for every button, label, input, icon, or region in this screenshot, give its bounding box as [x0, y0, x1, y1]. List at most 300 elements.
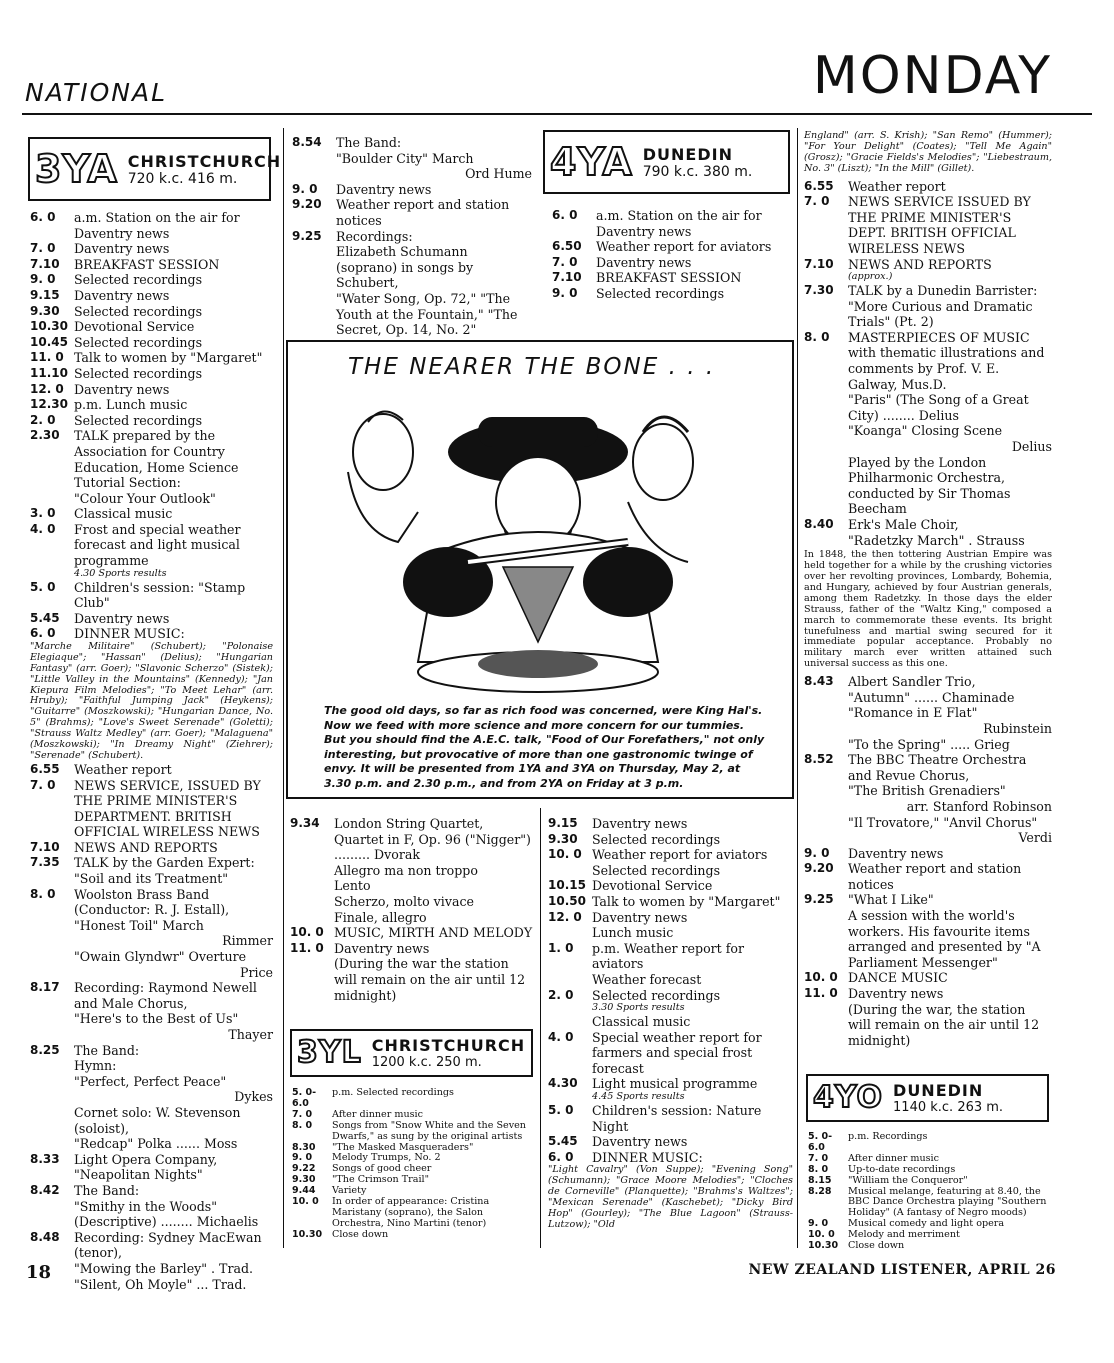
programme-entry	[804, 705, 1052, 721]
programme-time: 8.15	[808, 1174, 832, 1186]
programme-time: 6.55	[30, 761, 60, 776]
programme-time: 2. 0	[548, 987, 574, 1002]
programme-time: 10. 0	[290, 925, 324, 940]
programme-entry	[804, 257, 1052, 273]
programme-title: Daventry news	[74, 241, 170, 257]
programme-title: Selected recordings	[592, 862, 721, 878]
schedule-list	[30, 762, 273, 1292]
programme-entry	[30, 965, 273, 981]
programme-entry	[30, 980, 273, 1011]
programme-title: Played by the London Philharmonic Orchestra, conducted by Sir Thomas Beecham	[848, 454, 1011, 517]
programme-entry	[30, 1136, 273, 1152]
programme-entry	[290, 863, 534, 879]
programme-title: MUSIC, MIRTH AND MELODY	[334, 925, 533, 941]
programme-entry	[30, 1183, 273, 1199]
logo-frequency: 790 k.c. 380 m.	[642, 163, 753, 180]
programme-entry	[30, 428, 273, 490]
programme-time: 9.15	[30, 287, 60, 302]
programme-title: Price	[239, 964, 273, 980]
programme-entry	[804, 783, 1052, 799]
programme-time	[30, 569, 74, 580]
programme-entry	[30, 580, 273, 611]
programme-time: 7. 0	[808, 1152, 829, 1164]
programme-title: Weather report and station notices	[336, 197, 510, 228]
programme-time: 9. 0	[804, 845, 830, 860]
cartoon-image	[328, 392, 758, 697]
dinner-music-list: "Marche Militaire" (Schubert); "Polonaise Elegiaque"; "Hassan" (Delius); "Hungarian Fantasy" (arr. Goer); "Slavonic Scherzo" (Sistek); "Little Valley in the Mountains" (Kennedy); "Jan Kiepura Film Melodies"; "To Meet Lehar" (arr. Hruby); "Faithful Jumping Jack" (Heykens); "Guitarre" (Moszkowski); "Hungarian Dance, No. 5" (Brahms); "Love's Sweet Serenade" (Goletti); "Strauss Waltz Medley" (arr. Goer); "Malaguena" (Moszkowski); "In Dreamy Night" (Ziehrer); "Serenade" (Schubert).	[30, 640, 273, 761]
schedule-4ya-day	[548, 816, 793, 1231]
programme-entry	[804, 799, 1052, 815]
programme-time: 5. 0	[548, 1102, 574, 1117]
programme-time: 5.45	[30, 610, 60, 625]
programme-time	[292, 151, 336, 167]
programme-entry	[30, 288, 273, 304]
programme-entry	[548, 1150, 793, 1166]
programme-time	[30, 1058, 74, 1074]
programme-time: 6. 0	[552, 208, 578, 222]
logo-city: CHRISTCHURCH	[127, 151, 282, 171]
programme-title: The Band:	[74, 1182, 140, 1198]
programme-title: Weather report for aviators	[596, 239, 772, 255]
programme-entry	[804, 439, 1052, 455]
programme-note: In 1848, the then tottering Austrian Empire was held together for a while by the crushing victories over her revolting provinces, Lombardy, Bohemia, and Hungary, achieved by four Austrian generals, among them Radetzky. In those days the elder Strauss, father of the "Waltz King," composed a march to commemorate these events. Its bright tunefulness and martial swing secured for it immediate popular acceptance. Probably no military march ever written attained such universal success as this one.	[804, 549, 1052, 670]
programme-time: 8.40	[804, 517, 834, 531]
programme-entry	[290, 941, 534, 957]
programme-title: Selected recordings	[74, 272, 203, 288]
programme-title: "Mowing the Barley" . Trad.	[74, 1260, 254, 1276]
programme-title: "To the Spring" ..... Grieg	[848, 736, 1010, 752]
programme-entry	[290, 910, 534, 926]
programme-entry	[548, 816, 793, 832]
programme-entry	[30, 1058, 273, 1074]
programme-entry	[804, 179, 1052, 195]
logo-city: CHRISTCHURCH	[371, 1036, 526, 1055]
programme-entry	[30, 1152, 273, 1168]
programme-entry	[548, 1103, 793, 1134]
programme-title: BREAKFAST SESSION	[74, 256, 220, 272]
publication-footer: NEW ZEALAND LISTENER, APRIL 26	[748, 1262, 1056, 1278]
programme-title: Selected recordings	[596, 285, 725, 301]
programme-time	[30, 1199, 74, 1230]
programme-entry	[548, 894, 793, 910]
programme-time: 10. 0	[804, 970, 838, 985]
programme-time	[290, 832, 334, 863]
programme-time: 10. 0	[808, 1229, 835, 1241]
programme-entry	[548, 910, 793, 926]
schedule-list	[292, 135, 532, 338]
programme-entry	[30, 491, 273, 507]
programme-entry	[290, 956, 534, 1003]
programme-entry	[804, 423, 1052, 439]
programme-time: 11.10	[30, 365, 68, 380]
programme-title: 4.30 Sports results	[74, 567, 167, 579]
programme-entry	[804, 517, 1052, 533]
programme-title: Special weather report for farmers and special frost forecast	[592, 1029, 762, 1076]
programme-time: 7. 0	[30, 777, 56, 792]
logo-text	[128, 152, 281, 187]
schedule-list	[30, 210, 273, 642]
programme-entry	[30, 413, 273, 429]
programme-title: Weather report	[848, 178, 946, 194]
station-logo-3ya	[28, 137, 282, 201]
programme-title: Melody Trumps, No. 2	[332, 1152, 441, 1164]
programme-entry	[30, 611, 273, 627]
programme-time: 9. 0	[292, 181, 318, 196]
programme-time: 8.54	[292, 135, 322, 149]
programme-entry	[804, 194, 1052, 256]
programme-title: Lento	[334, 878, 371, 894]
programme-time: 8. 0	[30, 886, 56, 901]
programme-title: p.m. Recordings	[848, 1131, 928, 1142]
programme-title: "Redcap" Polka ...... Moss	[74, 1136, 238, 1152]
programme-time	[548, 1092, 592, 1103]
programme-title: "Neapolitan Nights"	[74, 1167, 203, 1183]
programme-entry	[292, 1175, 536, 1186]
programme-entry	[552, 255, 792, 271]
programme-time: 8.43	[804, 674, 834, 689]
dinner-music-list: "Light Cavalry" (Von Suppe); "Evening Song" (Schumann); "Grace Moore Melodies"; "Cloches de Corneville" (Planquette); "Brahms's Waltzes"; "Mexican Serenade" (Kaschebet); "Dicky Bird Hop" (Gourley); "The Blue Lagoon" (Strauss-Lutzow); "Old	[548, 1164, 793, 1230]
programme-title: Lunch music	[592, 925, 674, 941]
schedule-4yo	[808, 1132, 1052, 1252]
programme-title: Songs from "Snow White and the Seven Dwarfs," as sung by the original artists	[332, 1119, 526, 1142]
programme-title: "Colour Your Outlook"	[74, 490, 216, 506]
programme-entry	[808, 1187, 1052, 1220]
programme-entry	[292, 182, 532, 198]
programme-title: Daventry news	[592, 1134, 688, 1150]
programme-time: 7.10	[804, 256, 834, 271]
schedule-list	[290, 816, 534, 1003]
programme-time	[804, 392, 848, 423]
programme-time: 12. 0	[30, 381, 64, 396]
programme-title: NEWS SERVICE, ISSUED BY THE PRIME MINISTER'S DEPARTMENT. BRITISH OFFICIAL WIRELESS NEWS	[74, 777, 261, 840]
programme-time	[804, 830, 848, 846]
programme-title: Devotional Service	[592, 878, 713, 894]
programme-time: 7. 0	[804, 194, 830, 209]
programme-time: 8.25	[30, 1042, 60, 1057]
programme-title: "Owain Glyndwr" Overture	[74, 949, 247, 965]
programme-title: Weather report and station notices	[848, 861, 1022, 892]
programme-title: Daventry news	[74, 381, 170, 397]
programme-title: Close down	[332, 1228, 389, 1240]
programme-entry	[30, 257, 273, 273]
programme-time	[804, 533, 848, 549]
programme-time: 9.15	[548, 816, 578, 830]
programme-time: 9.22	[292, 1163, 316, 1175]
illustration-title: THE NEARER THE BONE . . .	[348, 354, 716, 380]
programme-title: DANCE MUSIC	[848, 970, 948, 986]
programme-time	[804, 690, 848, 706]
programme-entry	[548, 1092, 793, 1103]
programme-time: 7.10	[30, 256, 60, 271]
programme-title: Children's session: "Stamp Club"	[74, 579, 246, 611]
programme-entry	[292, 244, 532, 291]
day-title: MONDAY	[812, 46, 1052, 106]
programme-title: Talk to women by "Margaret"	[74, 350, 263, 366]
programme-title: TALK by the Garden Expert: "Soil and its Treatment"	[74, 855, 255, 887]
programme-entry	[30, 241, 273, 257]
programme-title: arr. Stanford Robinson	[906, 798, 1052, 814]
programme-entry	[30, 1074, 273, 1090]
column-divider	[540, 808, 541, 1248]
programme-title: TALK by a Dunedin Barrister: "More Curious and Dramatic Trials" (Pt. 2)	[848, 283, 1038, 330]
programme-title: Selected recordings	[74, 334, 203, 350]
programme-time	[804, 721, 848, 737]
programme-time	[292, 244, 336, 291]
programme-time	[30, 491, 74, 507]
programme-time	[804, 705, 848, 721]
programme-time: 9. 0	[292, 1152, 313, 1164]
programme-entry	[548, 878, 793, 894]
programme-time: 8.30	[292, 1141, 316, 1153]
schedule-list	[552, 208, 792, 302]
programme-entry	[804, 737, 1052, 753]
programme-title: BREAKFAST SESSION	[596, 270, 742, 286]
programme-time: 7. 0	[292, 1108, 313, 1120]
programme-entry	[552, 270, 792, 286]
programme-entry	[548, 1014, 793, 1030]
programme-time: 6.55	[804, 178, 834, 193]
programme-title: "Radetzky March" . Strauss	[848, 532, 1025, 548]
schedule-list	[804, 179, 1052, 549]
header-rule	[22, 113, 1092, 115]
programme-time: 8.48	[30, 1229, 60, 1244]
logo-text	[643, 145, 753, 180]
programme-title: Recording: Sydney MacEwan (tenor),	[74, 1229, 262, 1261]
programme-time: 9.25	[804, 892, 834, 907]
programme-entry	[30, 304, 273, 320]
programme-title: Delius	[1011, 439, 1052, 455]
programme-time	[804, 423, 848, 439]
programme-time	[30, 965, 74, 981]
programme-title: Daventry news	[596, 254, 692, 270]
schedule-3ya-evening	[290, 816, 534, 1003]
programme-time	[548, 1014, 592, 1030]
programme-time: 10.30	[30, 319, 68, 334]
programme-title: Talk to women by "Margaret"	[592, 893, 781, 909]
programme-title: Light Opera Company,	[74, 1151, 218, 1167]
programme-entry	[804, 721, 1052, 737]
programme-entry	[290, 878, 534, 894]
programme-title: Light musical programme	[592, 1076, 758, 1092]
programme-title: Musical comedy and light opera	[848, 1218, 1005, 1230]
programme-entry	[804, 815, 1052, 831]
programme-title: Daventry news	[334, 940, 430, 956]
programme-time: 11. 0	[804, 986, 838, 1001]
programme-title: Daventry news	[848, 986, 944, 1002]
programme-title: "Silent, Oh Moyle" ... Trad.	[74, 1276, 247, 1292]
programme-time: 6. 0	[30, 210, 56, 224]
programme-entry	[808, 1241, 1052, 1252]
logo-frequency: 1200 k.c. 250 m.	[371, 1055, 482, 1070]
programme-time: 9. 0	[808, 1218, 829, 1230]
programme-time: 8.52	[804, 752, 834, 767]
programme-title: Scherzo, molto vivace	[334, 893, 474, 909]
programme-entry	[30, 855, 273, 886]
programme-entry	[30, 1261, 273, 1277]
programme-entry	[292, 197, 532, 228]
programme-title: Selected recordings	[74, 303, 203, 319]
programme-title: "Smithy in the Woods" (Descriptive) ........ Michaelis	[74, 1198, 259, 1230]
programme-title: In order of appearance: Cristina Maristany (soprano), the Salon Orchestra, Nino Martini (tenor)	[332, 1196, 490, 1229]
programme-time: 10.15	[548, 878, 586, 893]
programme-title: "Perfect, Perfect Peace"	[74, 1073, 227, 1089]
programme-time: 8.17	[30, 980, 60, 995]
programme-title: Daventry news	[848, 845, 944, 861]
programme-title: Daventry news	[336, 181, 432, 197]
programme-entry	[30, 272, 273, 288]
programme-time	[548, 925, 592, 941]
programme-time: 4.30	[548, 1076, 578, 1091]
programme-entry	[30, 1043, 273, 1059]
programme-time: 9.30	[30, 303, 60, 318]
logo-callsign: 4YA	[550, 140, 633, 184]
schedule-3ya	[30, 210, 273, 1292]
programme-time	[30, 1027, 74, 1043]
programme-title: "Honest Toil" March	[74, 917, 204, 933]
programme-entry	[548, 847, 793, 863]
programme-entry	[804, 970, 1052, 986]
programme-title: Dykes	[234, 1089, 273, 1105]
programme-time	[290, 956, 334, 1003]
programme-time: 7. 0	[552, 254, 578, 269]
programme-entry	[804, 674, 1052, 690]
programme-title: 3.30 Sports results	[592, 1002, 685, 1014]
programme-time: 8. 0	[804, 329, 830, 344]
programme-title: NEWS AND REPORTS	[74, 839, 218, 855]
programme-title: Selected recordings	[74, 365, 203, 381]
programme-title: Selected recordings	[74, 412, 203, 428]
programme-time	[30, 1136, 74, 1152]
programme-time: 5. 0-6.0	[292, 1087, 317, 1109]
programme-title: Ord Hume	[465, 166, 532, 182]
programme-title: Devotional Service	[74, 319, 195, 335]
programme-entry	[30, 778, 273, 840]
schedule-3ya-cont	[292, 135, 532, 338]
programme-time: 7.10	[30, 839, 60, 854]
programme-time: 9.25	[292, 228, 322, 243]
programme-title: "The British Grenadiers"	[848, 783, 1006, 799]
logo-callsign: 4YO	[813, 1080, 884, 1115]
programme-entry	[548, 925, 793, 941]
programme-title: p.m. Lunch music	[74, 397, 188, 413]
programme-title: Weather forecast	[592, 971, 702, 987]
logo-callsign: 3YL	[297, 1035, 362, 1070]
programme-title: Weather report for aviators	[592, 847, 768, 863]
logo-city: DUNEDIN	[642, 144, 733, 164]
programme-title: Recordings:	[336, 228, 413, 244]
programme-title: "What I Like"	[848, 892, 934, 908]
programme-time	[30, 1089, 74, 1105]
programme-title: London String Quartet,	[334, 816, 484, 831]
programme-time: 3. 0	[30, 506, 56, 521]
programme-entry	[548, 972, 793, 988]
programme-time	[548, 972, 592, 988]
programme-title: The Band:	[336, 135, 402, 150]
programme-title: "Koanga" Closing Scene	[848, 423, 1003, 439]
programme-title: Variety	[332, 1185, 367, 1197]
programme-time	[290, 878, 334, 894]
programme-time: 8.33	[30, 1151, 60, 1166]
programme-time: 5. 0	[30, 579, 56, 594]
programme-time: 6. 0	[30, 626, 56, 641]
illustration-box	[286, 340, 794, 799]
programme-time: 9.30	[292, 1174, 316, 1186]
programme-time: 4. 0	[548, 1029, 574, 1044]
programme-title: The Band:	[74, 1042, 140, 1058]
column-divider	[797, 128, 798, 1248]
programme-entry	[804, 533, 1052, 549]
programme-entry	[30, 210, 273, 241]
programme-title: a.m. Station on the air for Daventry news	[74, 210, 240, 241]
programme-time: 8.28	[808, 1185, 832, 1197]
programme-entry	[30, 840, 273, 856]
programme-time	[30, 918, 74, 934]
programme-title: Cornet solo: W. Stevenson (soloist),	[74, 1104, 241, 1136]
programme-title: Melody and merriment	[848, 1229, 960, 1241]
programme-title: (During the war, the station will remain on the air until 12 midnight)	[848, 1001, 1040, 1048]
programme-title: (During the war the station will remain on the air until 12 midnight)	[334, 956, 526, 1003]
programme-title: Classical music	[74, 506, 173, 522]
programme-time	[804, 815, 848, 831]
programme-title: p.m. Selected recordings	[332, 1087, 454, 1098]
programme-time: 9.20	[804, 861, 834, 876]
programme-entry	[552, 208, 792, 239]
programme-title: Daventry news	[74, 610, 170, 626]
programme-time: 9. 0	[552, 285, 578, 300]
programme-time: 10. 0	[292, 1196, 319, 1208]
programme-entry	[552, 239, 792, 255]
programme-time: 7. 0	[30, 241, 56, 256]
programme-time: 9.44	[292, 1185, 316, 1197]
programme-entry	[808, 1165, 1052, 1176]
programme-title: Weather report	[74, 761, 172, 777]
programme-entry	[290, 816, 534, 832]
programme-entry	[30, 1027, 273, 1043]
programme-entry	[292, 229, 532, 245]
logo-text	[372, 1036, 525, 1070]
programme-entry	[30, 350, 273, 366]
schedule-list	[804, 674, 1052, 1048]
programme-time	[30, 1105, 74, 1136]
programme-entry	[548, 1003, 793, 1014]
programme-title: Selected recordings	[592, 987, 721, 1003]
programme-entry	[804, 1002, 1052, 1049]
programme-time: 11. 0	[30, 350, 64, 365]
programme-time	[292, 291, 336, 338]
programme-title: DINNER MUSIC:	[74, 626, 185, 642]
programme-entry	[548, 941, 793, 972]
programme-title: Classical music	[592, 1014, 691, 1030]
programme-time: 11. 0	[290, 940, 324, 955]
programme-title: The BBC Theatre Orchestra and Revue Chorus,	[848, 752, 1027, 783]
programme-title: Close down	[848, 1240, 905, 1252]
programme-entry	[30, 949, 273, 965]
programme-time: 9.34	[290, 816, 320, 830]
programme-title: NEWS SERVICE ISSUED BY THE PRIME MINISTER'S DEPT. BRITISH OFFICIAL WIRELESS NEWS	[848, 194, 1031, 256]
programme-entry	[804, 892, 1052, 908]
programme-entry	[548, 1134, 793, 1150]
programme-entry	[30, 933, 273, 949]
programme-time: 12. 0	[548, 909, 582, 924]
programme-title: Rimmer	[222, 933, 273, 949]
programme-title: a.m. Station on the air for Daventry news	[596, 208, 762, 239]
programme-time	[30, 933, 74, 949]
programme-title: DINNER MUSIC:	[592, 1149, 703, 1165]
programme-title: (approx.)	[848, 271, 893, 283]
programme-entry	[804, 752, 1052, 783]
programme-time	[290, 863, 334, 879]
programme-time	[804, 1002, 848, 1049]
